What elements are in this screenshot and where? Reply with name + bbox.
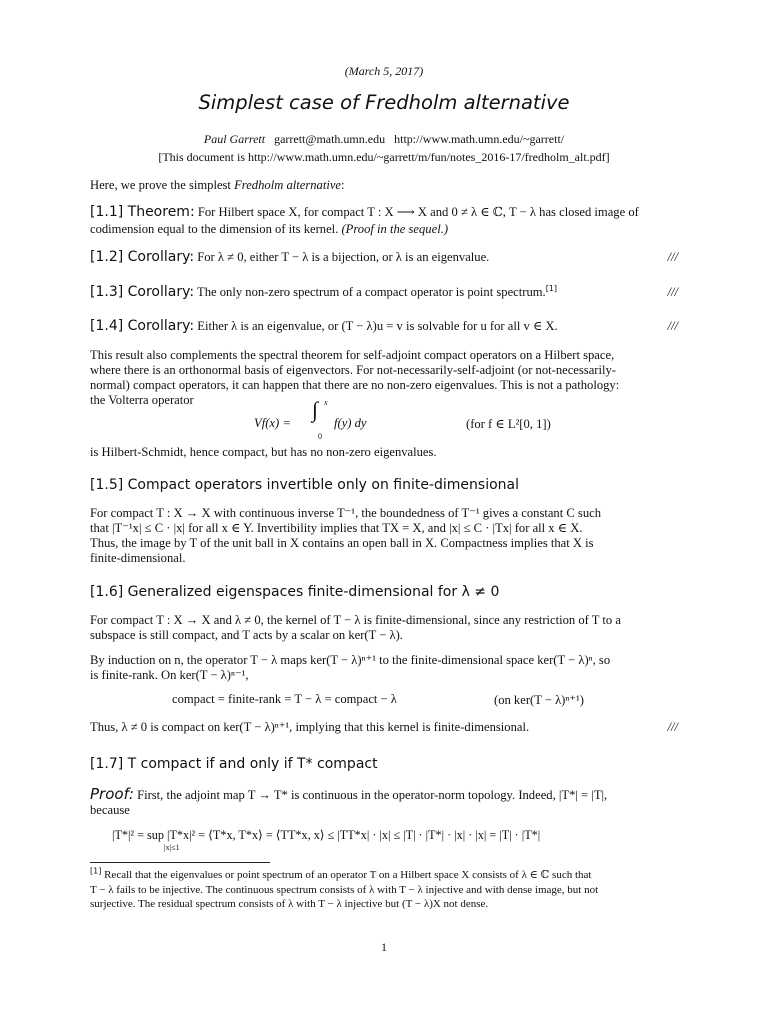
- section-1-6-heading: [1.6] Generalized eigenspaces finite-dimensional for λ ≠ 0: [90, 584, 500, 600]
- volterra-integrand: f(y) dy: [334, 416, 367, 430]
- intro-emphasis: Fredholm alternative: [234, 178, 341, 192]
- adjoint-norm-display-equation: |T*|² = sup |T*x|² = ⟨T*x, T*x⟩ = ⟨TT*x, x⟩ ≤ |TT*x| · |x| ≤ |T| · |T*| · |x| · |x| = |T| · |T*|: [112, 828, 541, 842]
- finite-rank-display-equation: compact = finite-rank = T − λ = compact − λ: [172, 692, 397, 706]
- theorem-1-1-line2: codimension equal to the dimension of its kernel.: [90, 222, 342, 236]
- hilbert-schmidt-line: is Hilbert-Schmidt, hence compact, but has no non-zero eigenvalues.: [90, 445, 437, 459]
- spectral-theorem-paragraph: This result also complements the spectral theorem for self-adjoint compact operators on a Hilbert space, where there is an orthonormal basis of eigenvectors. For not-necessarily-self-adjoint (or not-necessarily- normal) compact operators, it can happen that there are no non-zero eigenvalues. This is not a pathology: the Volterra operator: [90, 348, 620, 407]
- integral-lower-limit: 0: [318, 432, 322, 441]
- section-1-6-conclusion: Thus, λ ≠ 0 is compact on ker(T − λ)ⁿ⁺¹, implying that this kernel is finite-dimensional. ///: [90, 720, 678, 734]
- corollary-1-2-label: [1.2] Corollary:: [90, 249, 195, 265]
- volterra-operator-equation: [254, 416, 291, 431]
- author-name: Paul Garrett: [203, 132, 266, 146]
- footnote-1: [1] Recall that the eigenvalues or point spectrum of an operator T on a Hilbert space X consists of λ ∈ ℂ such that T − λ fails to be injective. The continuous spectrum consists of λ with T − λ injective and with dense image, but not surjective. The residual spectrum consists of λ with T − λ injective but (T − λ)X not dense.: [90, 866, 599, 911]
- page-number: 1: [381, 940, 387, 954]
- corollary-1-3-label: [1.3] Corollary:: [90, 284, 195, 300]
- corollary-1-3: [90, 285, 678, 300]
- theorem-1-1: [90, 205, 678, 237]
- section-1-5-heading: [1.5] Compact operators invertible only on finite-dimensional: [90, 477, 519, 493]
- section-1-7-heading: [1.7] T compact if and only if T* compact: [90, 756, 378, 772]
- theorem-1-1-label: [1.1] Theorem:: [90, 204, 195, 220]
- corollary-1-2-text: For λ ≠ 0, either T − λ is a bijection, or λ is an eigenvalue.: [197, 250, 490, 264]
- paper-title: Simplest case of Fredholm alternative: [198, 91, 570, 114]
- author-line: [90, 132, 678, 147]
- footnote-ref-1[interactable]: [1]: [545, 283, 558, 293]
- corollary-1-3-text: The only non-zero spectrum of a compact operator is point spectrum.: [197, 285, 546, 299]
- qed-mark: ///: [667, 720, 678, 734]
- integral-upper-limit: x: [324, 398, 328, 407]
- document-url-note: [This document is http://www.math.umn.edu/~garrett/m/fun/notes_2016-17/fredholm_alt.pdf]: [158, 150, 610, 164]
- date-line: (March 5, 2017): [344, 64, 424, 78]
- corollary-1-4-label: [1.4] Corollary:: [90, 318, 195, 334]
- theorem-1-1-line1: For Hilbert space X, for compact T : X ⟶ X and 0 ≠ λ ∈ ℂ, T − λ has closed image of: [197, 205, 639, 219]
- section-1-6-paragraph-2: By induction on n, the operator T − λ maps ker(T − λ)ⁿ⁺¹ to the finite-dimensional space ker(T − λ)ⁿ, so is finite-rank. On ker(T − λ)ⁿ⁻¹,: [90, 653, 611, 682]
- theorem-1-1-proof-note: (Proof in the sequel.): [341, 222, 449, 236]
- footnote-mark: [1]: [90, 866, 102, 876]
- intro-paragraph: Here, we prove the simplest Fredholm alternative:: [90, 178, 345, 192]
- qed-mark: ///: [667, 285, 678, 299]
- footnote-rule: [90, 862, 270, 863]
- proof-label: Proof:: [90, 785, 134, 803]
- sup-subscript: |x|≤1: [164, 843, 180, 852]
- corollary-1-2: [90, 250, 678, 265]
- volterra-lhs: Vf(x) =: [254, 416, 291, 430]
- section-1-5-body: For compact T : X → X with continuous inverse T⁻¹, the boundedness of T⁻¹ gives a constant C such that |T⁻¹x| ≤ C · |x| for all x ∈ Y. Invertibility implies that TX = X, and |x| ≤ C · |Tx| for all x ∈ X. Thus, the image by T of the unit ball in X contains an open ball in X. Compactness implies that X is finite-dimensional.: [90, 506, 602, 565]
- section-1-7-proof: Proof: First, the adjoint map T → T* is continuous in the operator-norm topology. Indeed, |T*| = |T|, because: [90, 785, 608, 817]
- volterra-condition: (for f ∈ L²[0, 1]): [466, 417, 551, 431]
- section-1-6-paragraph-1: For compact T : X → X and λ ≠ 0, the kernel of T − λ is finite-dimensional, since any restriction of T to a subspace is still compact, and T acts by a scalar on ker(T − λ).: [90, 613, 621, 642]
- corollary-1-4-text: Either λ is an eigenvalue, or (T − λ)u = v is solvable for u for all v ∈ X.: [197, 319, 558, 333]
- qed-mark: ///: [667, 319, 678, 333]
- finite-rank-display-condition: (on ker(T − λ)ⁿ⁺¹): [494, 693, 584, 707]
- author-email[interactable]: garrett@math.umn.edu: [274, 132, 386, 146]
- corollary-1-4: [90, 319, 678, 334]
- qed-mark: ///: [667, 250, 678, 264]
- integral-sign: ∫: [312, 397, 319, 422]
- author-url[interactable]: http://www.math.umn.edu/~garrett/: [394, 132, 565, 146]
